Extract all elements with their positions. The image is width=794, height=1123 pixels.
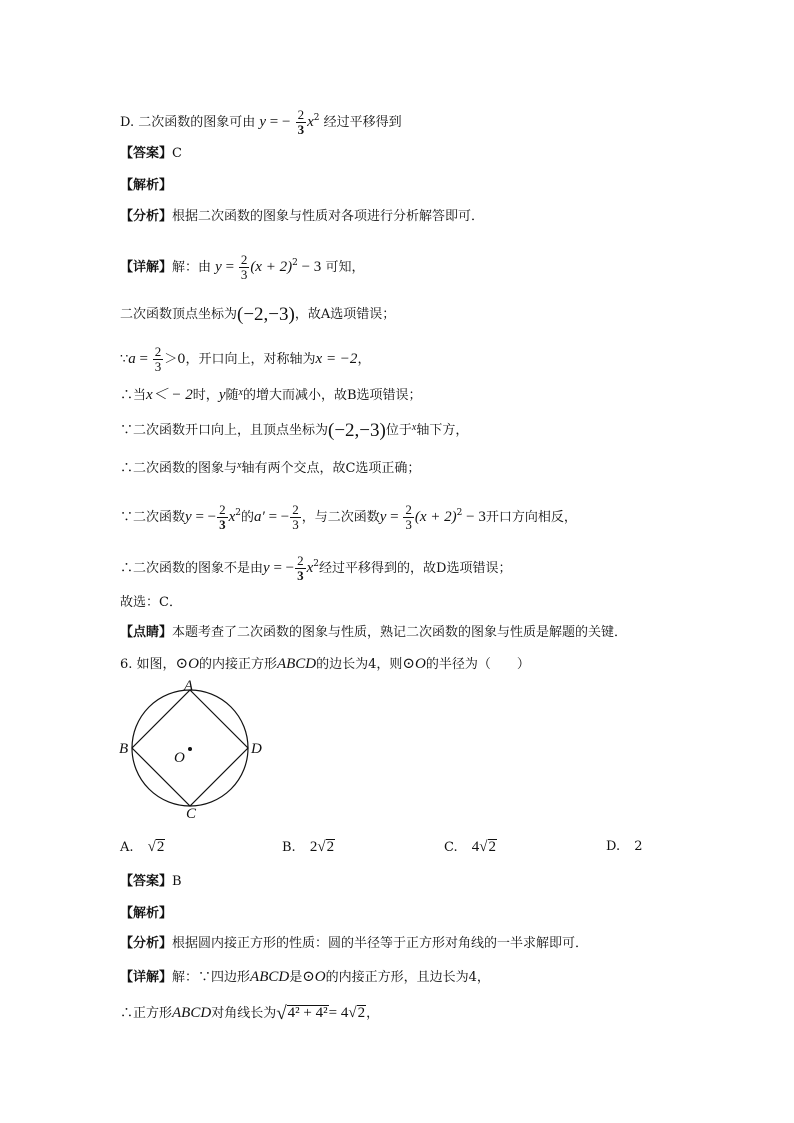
sqrt-inner: 4² + 4²	[287, 1005, 328, 1021]
frac-den: 3	[297, 122, 305, 137]
exponent: 2	[456, 508, 463, 518]
fraction-2-3	[290, 503, 301, 532]
option-value: 2	[634, 839, 643, 854]
fraction-2-3	[217, 503, 228, 532]
therefore-d-prefix: ∴二次函数的图象不是由	[120, 561, 264, 576]
vertex-line	[120, 305, 395, 325]
square-name: ABCD	[250, 969, 290, 985]
option-label: B.	[282, 840, 296, 855]
because-a-mid: ＞0，开口向上，对称轴为	[164, 352, 316, 367]
coefficient: 4	[471, 839, 480, 855]
vertex-coord: (−2,−3)	[237, 304, 295, 325]
math-eq: = −	[264, 509, 290, 525]
exponent: 2	[313, 559, 320, 569]
answer-line-1	[120, 144, 182, 164]
frac-num: 2	[219, 502, 226, 517]
therefore-d-suffix: 经过平移得到的，故D选项错误；	[319, 561, 512, 576]
frac-den: 3	[292, 517, 299, 532]
exponent: 2	[292, 258, 298, 268]
because-symbol: ∵	[120, 352, 129, 367]
diagonal-line: ∴正方形ABCD对角线长为√4² + 4²= 4√2，	[120, 1003, 380, 1024]
frac-den: 3	[154, 359, 162, 374]
frac-den: 3	[219, 517, 226, 532]
cond: x＜ − 2	[146, 387, 193, 403]
dianjing-line	[120, 623, 627, 643]
frac-den: 3	[240, 267, 248, 282]
therefore-suffix: 的增大而减小，故B选项错误；	[242, 388, 422, 403]
q6-mid: 的内接正方形	[198, 657, 277, 672]
question-6	[120, 654, 530, 675]
square-name: ABCD	[172, 1005, 212, 1021]
math-y: y	[218, 387, 226, 403]
because-a-line	[120, 345, 370, 374]
therefore-c-prefix: ∴二次函数的图象与	[120, 461, 238, 476]
frac-num: 2	[297, 107, 305, 122]
xiangjie-suffix: 的内接正方形，且边长为4，	[325, 970, 490, 985]
math-a: a	[128, 351, 136, 367]
xiangjie-line-1	[120, 253, 364, 282]
frac-den: 3	[297, 568, 304, 583]
therefore-c-suffix: 轴有两个交点，故C选项正确；	[241, 461, 421, 476]
xiangjie-mid: 是	[289, 970, 303, 985]
fenxi-tag: 【分析】	[120, 936, 173, 951]
fenxi-tag: 【分析】	[120, 209, 173, 224]
label-a: A	[184, 680, 194, 694]
inscribed-square-figure	[115, 680, 265, 820]
math-a-prime: a′	[254, 509, 265, 525]
because-func-mid2: ，与二次函数	[301, 510, 380, 525]
math-minus3: − 3	[462, 509, 486, 525]
frac-den: 3	[405, 517, 412, 532]
vertex-suffix: ，故A选项错误；	[294, 307, 396, 322]
xiangjie-suffix: 可知，	[325, 260, 365, 275]
center-point	[188, 747, 192, 751]
dianjing-text: 本题考查了二次函数的图象与性质，熟记二次函数的图象与性质是解题的关键．	[172, 625, 628, 640]
label-d: D	[251, 741, 262, 757]
square-name: ABCD	[276, 656, 317, 672]
q6-prefix: 6. 如图，	[120, 657, 176, 672]
because-func-mid: 的	[241, 510, 255, 525]
because-func-suffix: 开口方向相反，	[485, 510, 577, 525]
coefficient: 2	[309, 839, 318, 855]
math-minus3: − 3	[297, 259, 322, 275]
because-a-suffix: ，	[357, 352, 371, 367]
exponent: 2	[313, 113, 320, 123]
diag-eq: = 4	[328, 1005, 349, 1021]
radicand: 2	[326, 839, 335, 855]
frac-num: 2	[297, 553, 304, 568]
because-open-prefix: ∵二次函数开口向上，且顶点坐标为	[120, 423, 329, 438]
math-x: x	[238, 387, 243, 398]
math-y: y	[185, 509, 192, 525]
option-label: C.	[444, 840, 458, 855]
math-x: x	[411, 422, 417, 433]
diag-mid: 对角线长为	[211, 1006, 277, 1021]
math-x: x	[228, 509, 236, 525]
vertex-prefix: 二次函数顶点坐标为	[120, 307, 238, 322]
therefore-x-line	[120, 383, 422, 406]
fenxi-line-2	[120, 934, 588, 954]
math-eq: = −	[191, 509, 217, 525]
xiangjie-prefix: 解：∵四边形	[172, 970, 251, 985]
vertex-coord: (−2,−3)	[328, 420, 386, 441]
math-shift: (x + 2)	[250, 259, 293, 275]
fraction-2-3	[295, 554, 306, 583]
math-eq: =	[386, 509, 403, 525]
math-eq: = −	[269, 560, 295, 576]
answer-value: C	[172, 146, 182, 161]
option-c: C. 4√2	[444, 839, 496, 855]
xiangjie-tag: 【详解】	[120, 260, 173, 275]
exponent: 2	[235, 508, 242, 518]
because-open-suffix: 轴下方，	[416, 423, 469, 438]
math-eq: =	[135, 351, 152, 367]
frac-num: 2	[154, 344, 162, 359]
option-b: B. 2√2	[282, 839, 335, 855]
fraction-2-3	[153, 345, 164, 374]
math-x: x	[306, 560, 314, 576]
xiangjie-prefix: 解：由	[172, 260, 212, 275]
therefore-mid2: 随	[225, 388, 239, 403]
jiexi-heading-2: 【解析】	[120, 906, 173, 921]
xiangjie-line-2	[120, 967, 490, 988]
d-option-suffix: 经过平移得到	[323, 115, 402, 130]
fenxi-text: 根据圆内接正方形的性质：圆的半径等于正方形对角线的一半求解即可．	[172, 936, 589, 951]
math-y: y	[379, 509, 387, 525]
d-option-line	[120, 108, 402, 137]
frac-num: 2	[292, 502, 299, 517]
because-open-mid: 位于	[385, 423, 412, 438]
radicand: 2	[156, 839, 165, 855]
math-shift: (x + 2)	[414, 509, 457, 525]
answer-value: B	[172, 874, 182, 889]
radicand: 2	[488, 839, 496, 855]
therefore-prefix: ∴当	[120, 388, 147, 403]
xiangjie-tag: 【详解】	[120, 970, 173, 985]
math-y: y	[263, 560, 270, 576]
q6-suffix: 的半径为（ ）	[425, 657, 530, 672]
option-label: A.	[120, 840, 134, 855]
math-x: x	[237, 460, 242, 471]
math-x: x	[307, 114, 314, 130]
therefore-mid: 时，	[192, 388, 219, 403]
answer-tag: 【答案】	[120, 874, 173, 889]
option-label: D.	[606, 839, 621, 854]
guxuan-line: 故选：C．	[120, 595, 182, 610]
because-func-prefix: ∵二次函数	[120, 510, 186, 525]
because-open-line	[120, 418, 468, 441]
frac-num: 2	[240, 252, 248, 267]
math-eq: = −	[266, 114, 291, 130]
jiexi-heading-1: 【解析】	[120, 178, 173, 193]
math-y: y	[259, 114, 267, 130]
radicand: 2	[357, 1005, 366, 1021]
answer-line-2	[120, 872, 182, 892]
circle-symbol: ⊙O	[402, 656, 426, 672]
option-d	[606, 837, 643, 857]
fenxi-line-1	[120, 207, 484, 227]
fraction-2-3	[403, 503, 414, 532]
d-option-prefix: D. 二次函数的图象可由	[120, 115, 256, 130]
therefore-c-line	[120, 456, 420, 479]
diag-prefix: ∴正方形	[120, 1006, 173, 1021]
label-c: C	[186, 806, 197, 820]
label-o: O	[174, 750, 185, 766]
answer-tag: 【答案】	[120, 146, 173, 161]
fraction-2-3	[296, 108, 307, 137]
circle-symbol: ⊙O	[175, 656, 199, 672]
fenxi-text: 根据二次函数的图象与性质对各项进行分析解答即可．	[172, 209, 485, 224]
circle-symbol: ⊙O	[302, 969, 326, 985]
axis-eq: x = −2	[315, 351, 358, 367]
frac-num: 2	[405, 502, 412, 517]
math-eq: =	[221, 259, 238, 275]
fraction-2-3	[239, 253, 250, 282]
option-a: A. √2	[120, 839, 165, 855]
math-y: y	[215, 259, 222, 275]
dianjing-tag: 【点睛】	[120, 625, 173, 640]
q6-mid2: 的边长为4，则	[316, 657, 403, 672]
because-func-line	[120, 503, 577, 532]
therefore-d-line	[120, 554, 511, 583]
label-b: B	[119, 741, 129, 757]
